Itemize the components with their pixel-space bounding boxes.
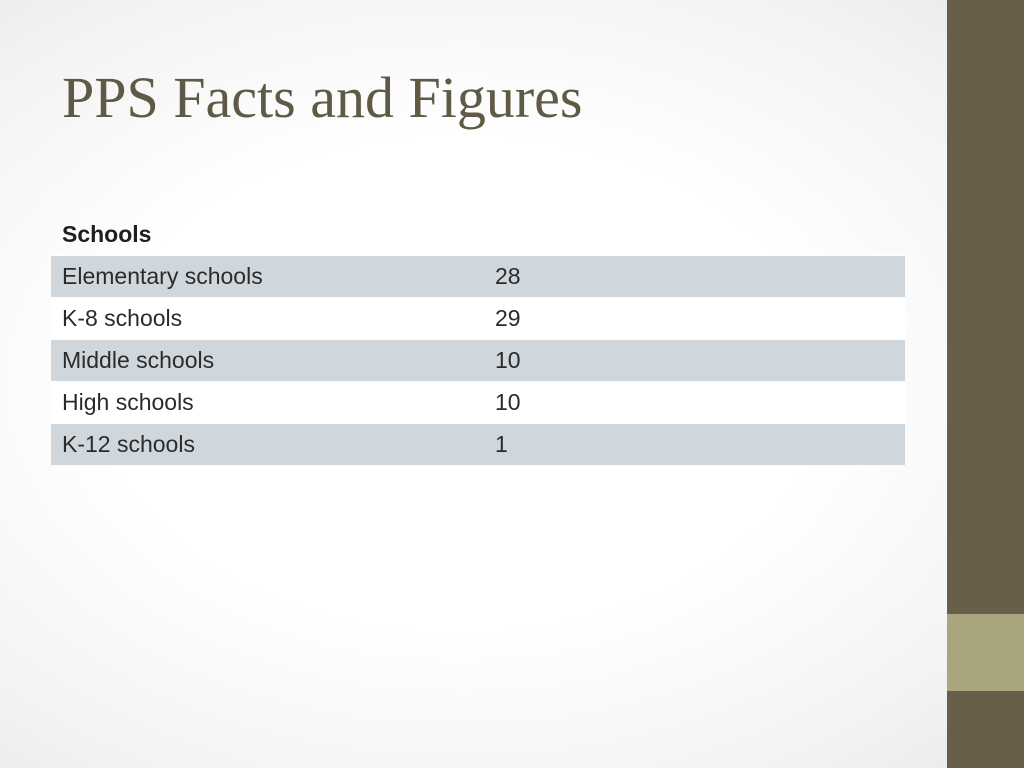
row-value: 1 (495, 431, 508, 457)
row-value: 29 (495, 305, 521, 331)
table-row (51, 382, 905, 424)
row-label: K-8 schools (62, 305, 183, 331)
slide-title: PPS Facts and Figures (62, 65, 583, 130)
row-label: Middle schools (62, 347, 215, 373)
schools-table (51, 214, 905, 465)
table-header-value (484, 214, 905, 256)
table-row (51, 340, 905, 382)
row-label: Elementary schools (62, 263, 263, 289)
table-row (51, 298, 905, 340)
table-header-category: Schools (62, 221, 152, 247)
row-value: 10 (495, 347, 521, 373)
row-value: 28 (495, 263, 521, 289)
table-header-row (51, 214, 905, 256)
row-label: High schools (62, 389, 194, 415)
row-label: K-12 schools (62, 431, 195, 457)
schools-table-container (51, 214, 905, 465)
table-row (51, 424, 905, 466)
row-value: 10 (495, 389, 521, 415)
decorative-side-bar-accent (947, 614, 1024, 691)
table-row (51, 256, 905, 298)
